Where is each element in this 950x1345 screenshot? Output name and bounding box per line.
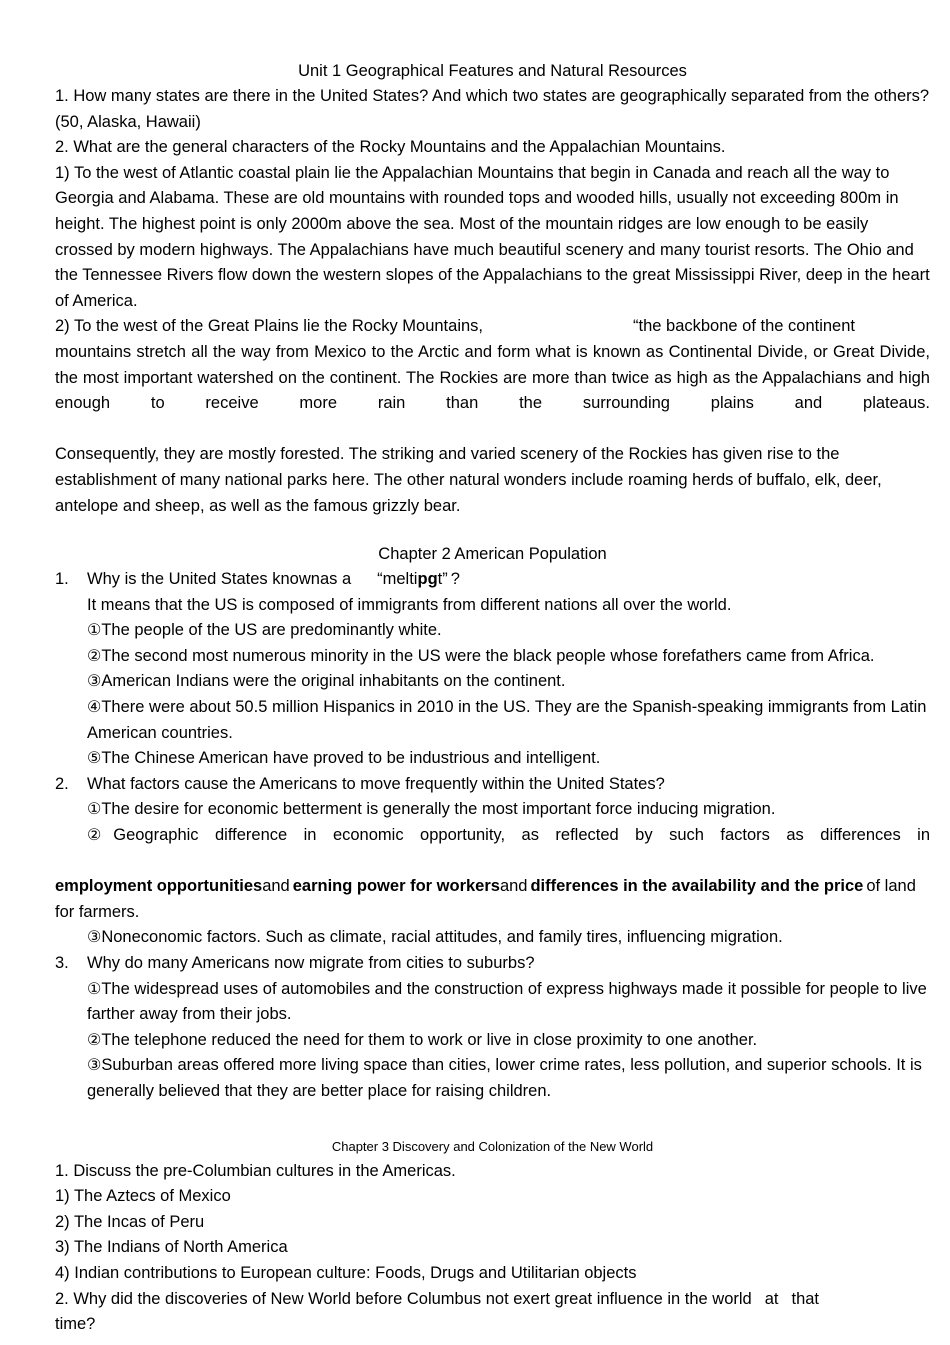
list-item (55, 644, 930, 670)
chapter2-question-3-text: Why do many Americans now migrate from cities to suburbs? (87, 954, 535, 972)
list-item-text: Noneconomic factors. Such as climate, racial attitudes, and family tires, influencing migration. (101, 928, 783, 947)
chapter3-item-1: 1) The Aztecs of Mexico (55, 1187, 231, 1206)
chapter2-question-2-marker: 2. (55, 774, 69, 793)
list-item (55, 669, 930, 695)
chapter2-question-1-melting: melti (382, 570, 418, 589)
list-item (55, 695, 930, 746)
chapter2-question-1-quote-open: “ (377, 570, 383, 589)
chapter3-question-2-that: that (791, 1289, 820, 1308)
circled-number-3-icon: ③ (87, 1057, 102, 1075)
chapter2-question-1-quote-close: ” (442, 570, 448, 589)
list-item-text: The telephone reduced the need for them to work or live in close proximity to one another. (101, 1030, 758, 1049)
list-item (55, 925, 930, 951)
chapter2-question-3 (55, 951, 930, 977)
chapter2-question-2-bold-line (55, 874, 930, 925)
circled-number-3-icon: ③ (87, 673, 102, 691)
list-item-text: American Indians were the original inhabitants on the continent. (101, 672, 566, 691)
list-item (55, 1028, 930, 1054)
chapter3-question-2-text-a: 2. Why did the discoveries of New World before Columbus not exert great influence in the world (55, 1289, 752, 1308)
chapter2-question-1-qmark: ? (450, 570, 460, 589)
chapter3-item-3: 3) The Indians of North America (55, 1238, 288, 1257)
chapter2-question-2 (55, 772, 930, 798)
circled-number-2-icon: ② (87, 647, 102, 665)
circled-number-1-icon: ① (87, 980, 102, 998)
list-item (55, 1053, 930, 1104)
list-item (55, 746, 930, 772)
unit1-answer-1: 1) To the west of Atlantic coastal plain lie the Appalachian Mountains that begin in Canada and reach all the way to Georgia and Alabama. These are old mountains with rounded tops and wooded hills, usually not exceeding 800m in height. The highest point is only 2000m above the sea. Most of the mountain ridges are low enough to be easily crossed by modern highways. The Appalachians have much beautiful scenery and many tourist resorts. The Ohio and the Tennessee Rivers flow down the western slopes of the Appalachians to the great Mississippi River, deep in the heart of America. (55, 163, 930, 310)
chapter3-question-2-continued: time? (55, 1315, 96, 1334)
unit1-answer-2-part1: 2) To the west of the Great Plains lie the Rocky Mountains, (55, 317, 483, 336)
unit1-answer-2-quote: “the backbone of the continent (633, 317, 855, 336)
chapter2-question-2-text: What factors cause the Americans to move frequently within the United States? (87, 774, 665, 793)
chapter2-heading: Chapter 2 American Population (378, 545, 607, 564)
chapter2-question-1-marker: 1. (55, 570, 69, 589)
circled-number-3-icon: ③ (87, 929, 102, 947)
list-item-text: The Chinese American have proved to be industrious and intelligent. (101, 749, 601, 768)
bold-run-earning-power: earning power for workers (292, 877, 500, 896)
circled-number-2-icon: ② (87, 827, 114, 845)
list-item-text: There were about 50.5 million Hispanics in 2010 in the US. They are the Spanish-speaking immigrants from Latin American countries. (87, 698, 927, 742)
list-item-text: The people of the US are predominantly white. (101, 621, 442, 640)
document-body (55, 58, 930, 1338)
unit1-answer-2-part2: mountains stretch all the way from Mexico to the Arctic and form what is known as Continental Divide, or Great Divide, the most important watershed on the continent. The Rockies are more than twice as high as the Appalachians and high enough to receive more rain than the surrounding plains and plateaus. (55, 342, 930, 413)
chapter3-item-4: 4) Indian contributions to European culture: Foods, Drugs and Utilitarian objects (55, 1263, 637, 1282)
unit1-answer-2-part3: Consequently, they are mostly forested. The striking and varied scenery of the Rockies has given rise to the establishment of many national parks here. The other natural wonders include roaming herds of buffalo, elk, deer, antelope and sheep, as well as the famous grizzly bear. (55, 445, 882, 515)
chapter2-question-1-overlap: pg (417, 570, 438, 589)
list-item-text: The second most numerous minority in the US were the black people whose forefathers came from Africa. (101, 646, 875, 665)
chapter3-question-2-at: at (764, 1289, 779, 1308)
unit1-question-2: 2. What are the general characters of the Rocky Mountains and the Appalachian Mountains. (55, 138, 726, 157)
list-item (55, 823, 930, 874)
circled-number-5-icon: ⑤ (87, 750, 102, 768)
list-item (55, 618, 930, 644)
chapter2-question-1-text-b: as a (319, 570, 352, 589)
circled-number-1-icon: ① (87, 801, 102, 819)
unit1-answer-2-line1 (55, 314, 930, 340)
conjunction-and-2: and (499, 877, 528, 896)
circled-number-4-icon: ④ (87, 699, 102, 717)
chapter2-question-2-tail: of land for farmers. (55, 877, 916, 921)
chapter3-question-1: 1. Discuss the pre-Columbian cultures in the Americas. (55, 1161, 456, 1180)
chapter2-question-3-marker: 3. (55, 954, 69, 972)
list-item (55, 797, 930, 823)
chapter2-question-1-text-a: Why is the United States known (87, 570, 320, 589)
bold-run-differences: differences in the availability and the price (530, 877, 864, 896)
conjunction-and-1: and (262, 877, 290, 896)
bold-run-employment: employment opportunities (55, 877, 263, 896)
circled-number-1-icon: ① (87, 622, 102, 640)
list-item-text: The widespread uses of automobiles and the construction of express highways made it possible for people to live farther away from their jobs. (87, 979, 927, 1024)
unit1-question-1: 1. How many states are there in the United States? And which two states are geographically separated from the others? (50, Alaska, Hawaii) (55, 87, 930, 131)
chapter2-question-1 (55, 567, 930, 593)
chapter2-question-1-t: t (437, 570, 443, 589)
list-item-text: The desire for economic betterment is generally the most important force inducing migration. (101, 800, 776, 819)
unit1-heading: Unit 1 Geographical Features and Natural Resources (298, 62, 687, 80)
list-item-text: Suburban areas offered more living space than cities, lower crime rates, less pollution, and superior schools. It is generally believed that they are better place for raising children. (87, 1056, 922, 1100)
list-item-text: Geographic difference in economic opportunity, as reflected by such factors as differences in (113, 826, 931, 845)
chapter3-item-2: 2) The Incas of Peru (55, 1212, 205, 1231)
chapter3-heading: Chapter 3 Discovery and Colonization of the New World (331, 1138, 654, 1154)
list-item (55, 977, 930, 1028)
chapter2-question-1-answer: It means that the US is composed of immigrants from different nations all over the world. (87, 595, 732, 614)
circled-number-2-icon: ② (87, 1031, 102, 1049)
chapter3-question-2 (55, 1287, 930, 1313)
